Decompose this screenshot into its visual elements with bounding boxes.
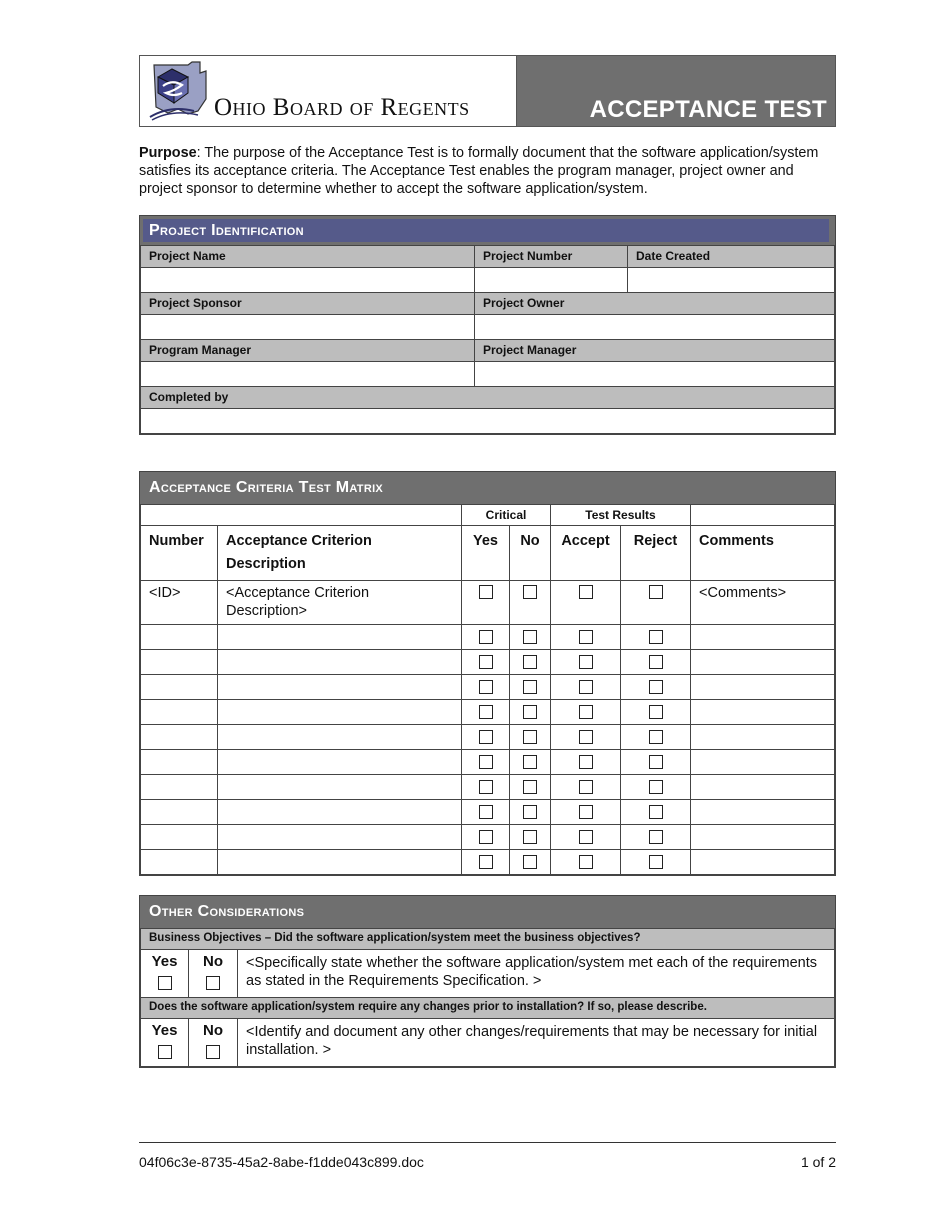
test-matrix-section	[139, 471, 836, 876]
project-manager-field[interactable]	[475, 362, 835, 387]
critical-yes-checkbox[interactable]	[479, 730, 493, 744]
project-identification-table	[140, 245, 835, 434]
accept-checkbox[interactable]	[579, 780, 593, 794]
q2-yes-cell	[141, 1019, 189, 1067]
test-matrix-table	[140, 504, 835, 875]
date-created-label: Date Created	[628, 246, 835, 268]
critical-yes-checkbox[interactable]	[479, 855, 493, 869]
program-manager-label: Program Manager	[141, 340, 475, 362]
table-row	[141, 725, 835, 750]
table-row	[141, 650, 835, 675]
table-row	[141, 675, 835, 700]
document-page	[139, 55, 836, 1068]
criterion-description[interactable]: <Acceptance Criterion Description>	[218, 581, 462, 625]
completed-by-field[interactable]	[141, 409, 835, 434]
reject-checkbox[interactable]	[649, 755, 663, 769]
accept-checkbox[interactable]	[579, 805, 593, 819]
reject-checkbox[interactable]	[649, 780, 663, 794]
footer-filename: 04f06c3e-8735-45a2-8abe-f1dde043c899.doc	[139, 1154, 424, 1170]
critical-yes-checkbox[interactable]	[479, 780, 493, 794]
reject-checkbox[interactable]	[649, 655, 663, 669]
critical-no-column-header: No	[510, 526, 551, 581]
criterion-comments[interactable]	[691, 625, 835, 650]
reject-checkbox[interactable]	[649, 805, 663, 819]
ohio-board-of-regents-logo-icon	[148, 59, 210, 121]
project-number-label: Project Number	[475, 246, 628, 268]
project-owner-label: Project Owner	[475, 293, 835, 315]
criterion-comments[interactable]	[691, 800, 835, 825]
test-results-group-header: Test Results	[551, 505, 691, 526]
project-sponsor-label: Project Sponsor	[141, 293, 475, 315]
header-title-band	[516, 56, 835, 126]
critical-yes-checkbox[interactable]	[479, 705, 493, 719]
criterion-id[interactable]	[141, 850, 218, 875]
changes-question: Does the software application/system require any changes prior to installation? If so, please describe.	[141, 998, 835, 1019]
critical-no-checkbox[interactable]	[523, 855, 537, 869]
q2-no-label: No	[203, 1022, 223, 1039]
criterion-comments[interactable]	[691, 700, 835, 725]
critical-no-checkbox[interactable]	[523, 730, 537, 744]
critical-no-checkbox[interactable]	[523, 830, 537, 844]
critical-yes-column-header: Yes	[462, 526, 510, 581]
criterion-description[interactable]	[218, 725, 462, 750]
criterion-id[interactable]	[141, 650, 218, 675]
critical-yes-checkbox[interactable]	[479, 805, 493, 819]
critical-yes-checkbox[interactable]	[479, 630, 493, 644]
criterion-id[interactable]	[141, 800, 218, 825]
critical-no-checkbox[interactable]	[523, 705, 537, 719]
table-row	[141, 750, 835, 775]
purpose-paragraph	[139, 144, 836, 198]
purpose-label: Purpose	[139, 145, 197, 161]
critical-yes-checkbox[interactable]	[479, 655, 493, 669]
accept-checkbox[interactable]	[579, 730, 593, 744]
critical-yes-checkbox[interactable]	[479, 755, 493, 769]
table-row	[141, 775, 835, 800]
document-header	[139, 55, 836, 127]
document-title: ACCEPTANCE TEST	[589, 96, 827, 123]
q1-yes-checkbox[interactable]	[158, 976, 172, 990]
accept-checkbox[interactable]	[579, 705, 593, 719]
critical-no-checkbox[interactable]	[523, 655, 537, 669]
other-considerations-title: Other Considerations	[140, 896, 835, 928]
project-name-label: Project Name	[141, 246, 475, 268]
criterion-description[interactable]	[218, 800, 462, 825]
reject-checkbox[interactable]	[649, 585, 663, 599]
criterion-comments[interactable]	[691, 675, 835, 700]
critical-group-header: Critical	[462, 505, 551, 526]
reject-checkbox[interactable]	[649, 680, 663, 694]
criterion-description[interactable]	[218, 625, 462, 650]
project-identification-header	[140, 216, 835, 245]
project-identification-section	[139, 215, 836, 435]
criterion-description[interactable]	[218, 675, 462, 700]
matrix-group-spacer	[141, 505, 462, 526]
business-objectives-answer[interactable]: <Specifically state whether the software application/system met each of the requirements as stated in the Requirements Specification. >	[238, 950, 835, 998]
accept-checkbox[interactable]	[579, 830, 593, 844]
critical-no-checkbox[interactable]	[523, 755, 537, 769]
reject-column-header: Reject	[621, 526, 691, 581]
other-considerations-section	[139, 895, 836, 1068]
q2-no-checkbox[interactable]	[206, 1045, 220, 1059]
table-row	[141, 850, 835, 875]
critical-no-checkbox[interactable]	[523, 780, 537, 794]
q2-no-cell	[189, 1019, 238, 1067]
project-name-field[interactable]	[141, 268, 475, 293]
critical-no-checkbox[interactable]	[523, 630, 537, 644]
accept-checkbox[interactable]	[579, 855, 593, 869]
table-row	[141, 800, 835, 825]
accept-checkbox[interactable]	[579, 680, 593, 694]
table-row	[141, 825, 835, 850]
criterion-description[interactable]	[218, 850, 462, 875]
criterion-id[interactable]	[141, 725, 218, 750]
critical-no-checkbox[interactable]	[523, 680, 537, 694]
changes-answer[interactable]: <Identify and document any other changes/requirements that may be necessary for initial installation. >	[238, 1019, 835, 1067]
comments-group-spacer	[691, 505, 835, 526]
criterion-description[interactable]	[218, 775, 462, 800]
criterion-comments[interactable]	[691, 650, 835, 675]
critical-yes-checkbox[interactable]	[479, 680, 493, 694]
criterion-comments[interactable]	[691, 850, 835, 875]
business-objectives-question: Business Objectives – Did the software application/system meet the business objectives?	[141, 929, 835, 950]
criterion-comments[interactable]: <Comments>	[691, 581, 835, 625]
table-row	[141, 581, 835, 625]
comments-column-header: Comments	[691, 526, 835, 581]
accept-checkbox[interactable]	[579, 655, 593, 669]
purpose-text: : The purpose of the Acceptance Test is to formally document that the software application/system satisfies its acceptance criteria. The Acceptance Test enables the program manager, project owner and project sponsor to determine whether to accept the software application/system.	[139, 145, 819, 197]
criterion-description[interactable]	[218, 825, 462, 850]
project-number-field[interactable]	[475, 268, 628, 293]
accept-column-header: Accept	[551, 526, 621, 581]
date-created-field[interactable]	[628, 268, 835, 293]
critical-yes-checkbox[interactable]	[479, 830, 493, 844]
criterion-comments[interactable]	[691, 750, 835, 775]
accept-checkbox[interactable]	[579, 630, 593, 644]
document-footer	[139, 1142, 836, 1170]
table-row	[141, 700, 835, 725]
critical-no-checkbox[interactable]	[523, 805, 537, 819]
critical-yes-checkbox[interactable]	[479, 585, 493, 599]
q1-no-label: No	[203, 953, 223, 970]
criterion-id[interactable]	[141, 775, 218, 800]
number-column-header: Number	[141, 526, 218, 581]
criterion-comments[interactable]	[691, 825, 835, 850]
project-manager-label: Project Manager	[475, 340, 835, 362]
accept-checkbox[interactable]	[579, 585, 593, 599]
table-row	[141, 625, 835, 650]
criterion-description[interactable]	[218, 700, 462, 725]
project-sponsor-field[interactable]	[141, 315, 475, 340]
reject-checkbox[interactable]	[649, 855, 663, 869]
completed-by-label: Completed by	[141, 387, 835, 409]
q1-no-checkbox[interactable]	[206, 976, 220, 990]
criterion-id[interactable]	[141, 700, 218, 725]
criterion-id[interactable]: <ID>	[141, 581, 218, 625]
project-owner-field[interactable]	[475, 315, 835, 340]
project-identification-title: Project Identification	[143, 219, 829, 242]
test-matrix-title: Acceptance Criteria Test Matrix	[140, 472, 835, 504]
reject-checkbox[interactable]	[649, 630, 663, 644]
reject-checkbox[interactable]	[649, 730, 663, 744]
other-considerations-table	[140, 928, 835, 1067]
criterion-id[interactable]	[141, 625, 218, 650]
description-column-header: Acceptance Criterion Description	[218, 526, 462, 581]
criterion-comments[interactable]	[691, 725, 835, 750]
q1-yes-label: Yes	[151, 953, 178, 970]
reject-checkbox[interactable]	[649, 705, 663, 719]
criterion-description[interactable]	[218, 750, 462, 775]
program-manager-field[interactable]	[141, 362, 475, 387]
q2-yes-label: Yes	[151, 1022, 178, 1039]
reject-checkbox[interactable]	[649, 830, 663, 844]
accept-checkbox[interactable]	[579, 755, 593, 769]
criterion-description[interactable]	[218, 650, 462, 675]
header-branding	[140, 56, 516, 126]
q1-no-cell	[189, 950, 238, 998]
q2-yes-checkbox[interactable]	[158, 1045, 172, 1059]
critical-no-checkbox[interactable]	[523, 585, 537, 599]
organization-name: Ohio Board of Regents	[214, 94, 470, 121]
footer-page-number: 1 of 2	[800, 1154, 836, 1170]
criterion-id[interactable]	[141, 825, 218, 850]
criterion-comments[interactable]	[691, 775, 835, 800]
criterion-id[interactable]	[141, 675, 218, 700]
criterion-id[interactable]	[141, 750, 218, 775]
q1-yes-cell	[141, 950, 189, 998]
